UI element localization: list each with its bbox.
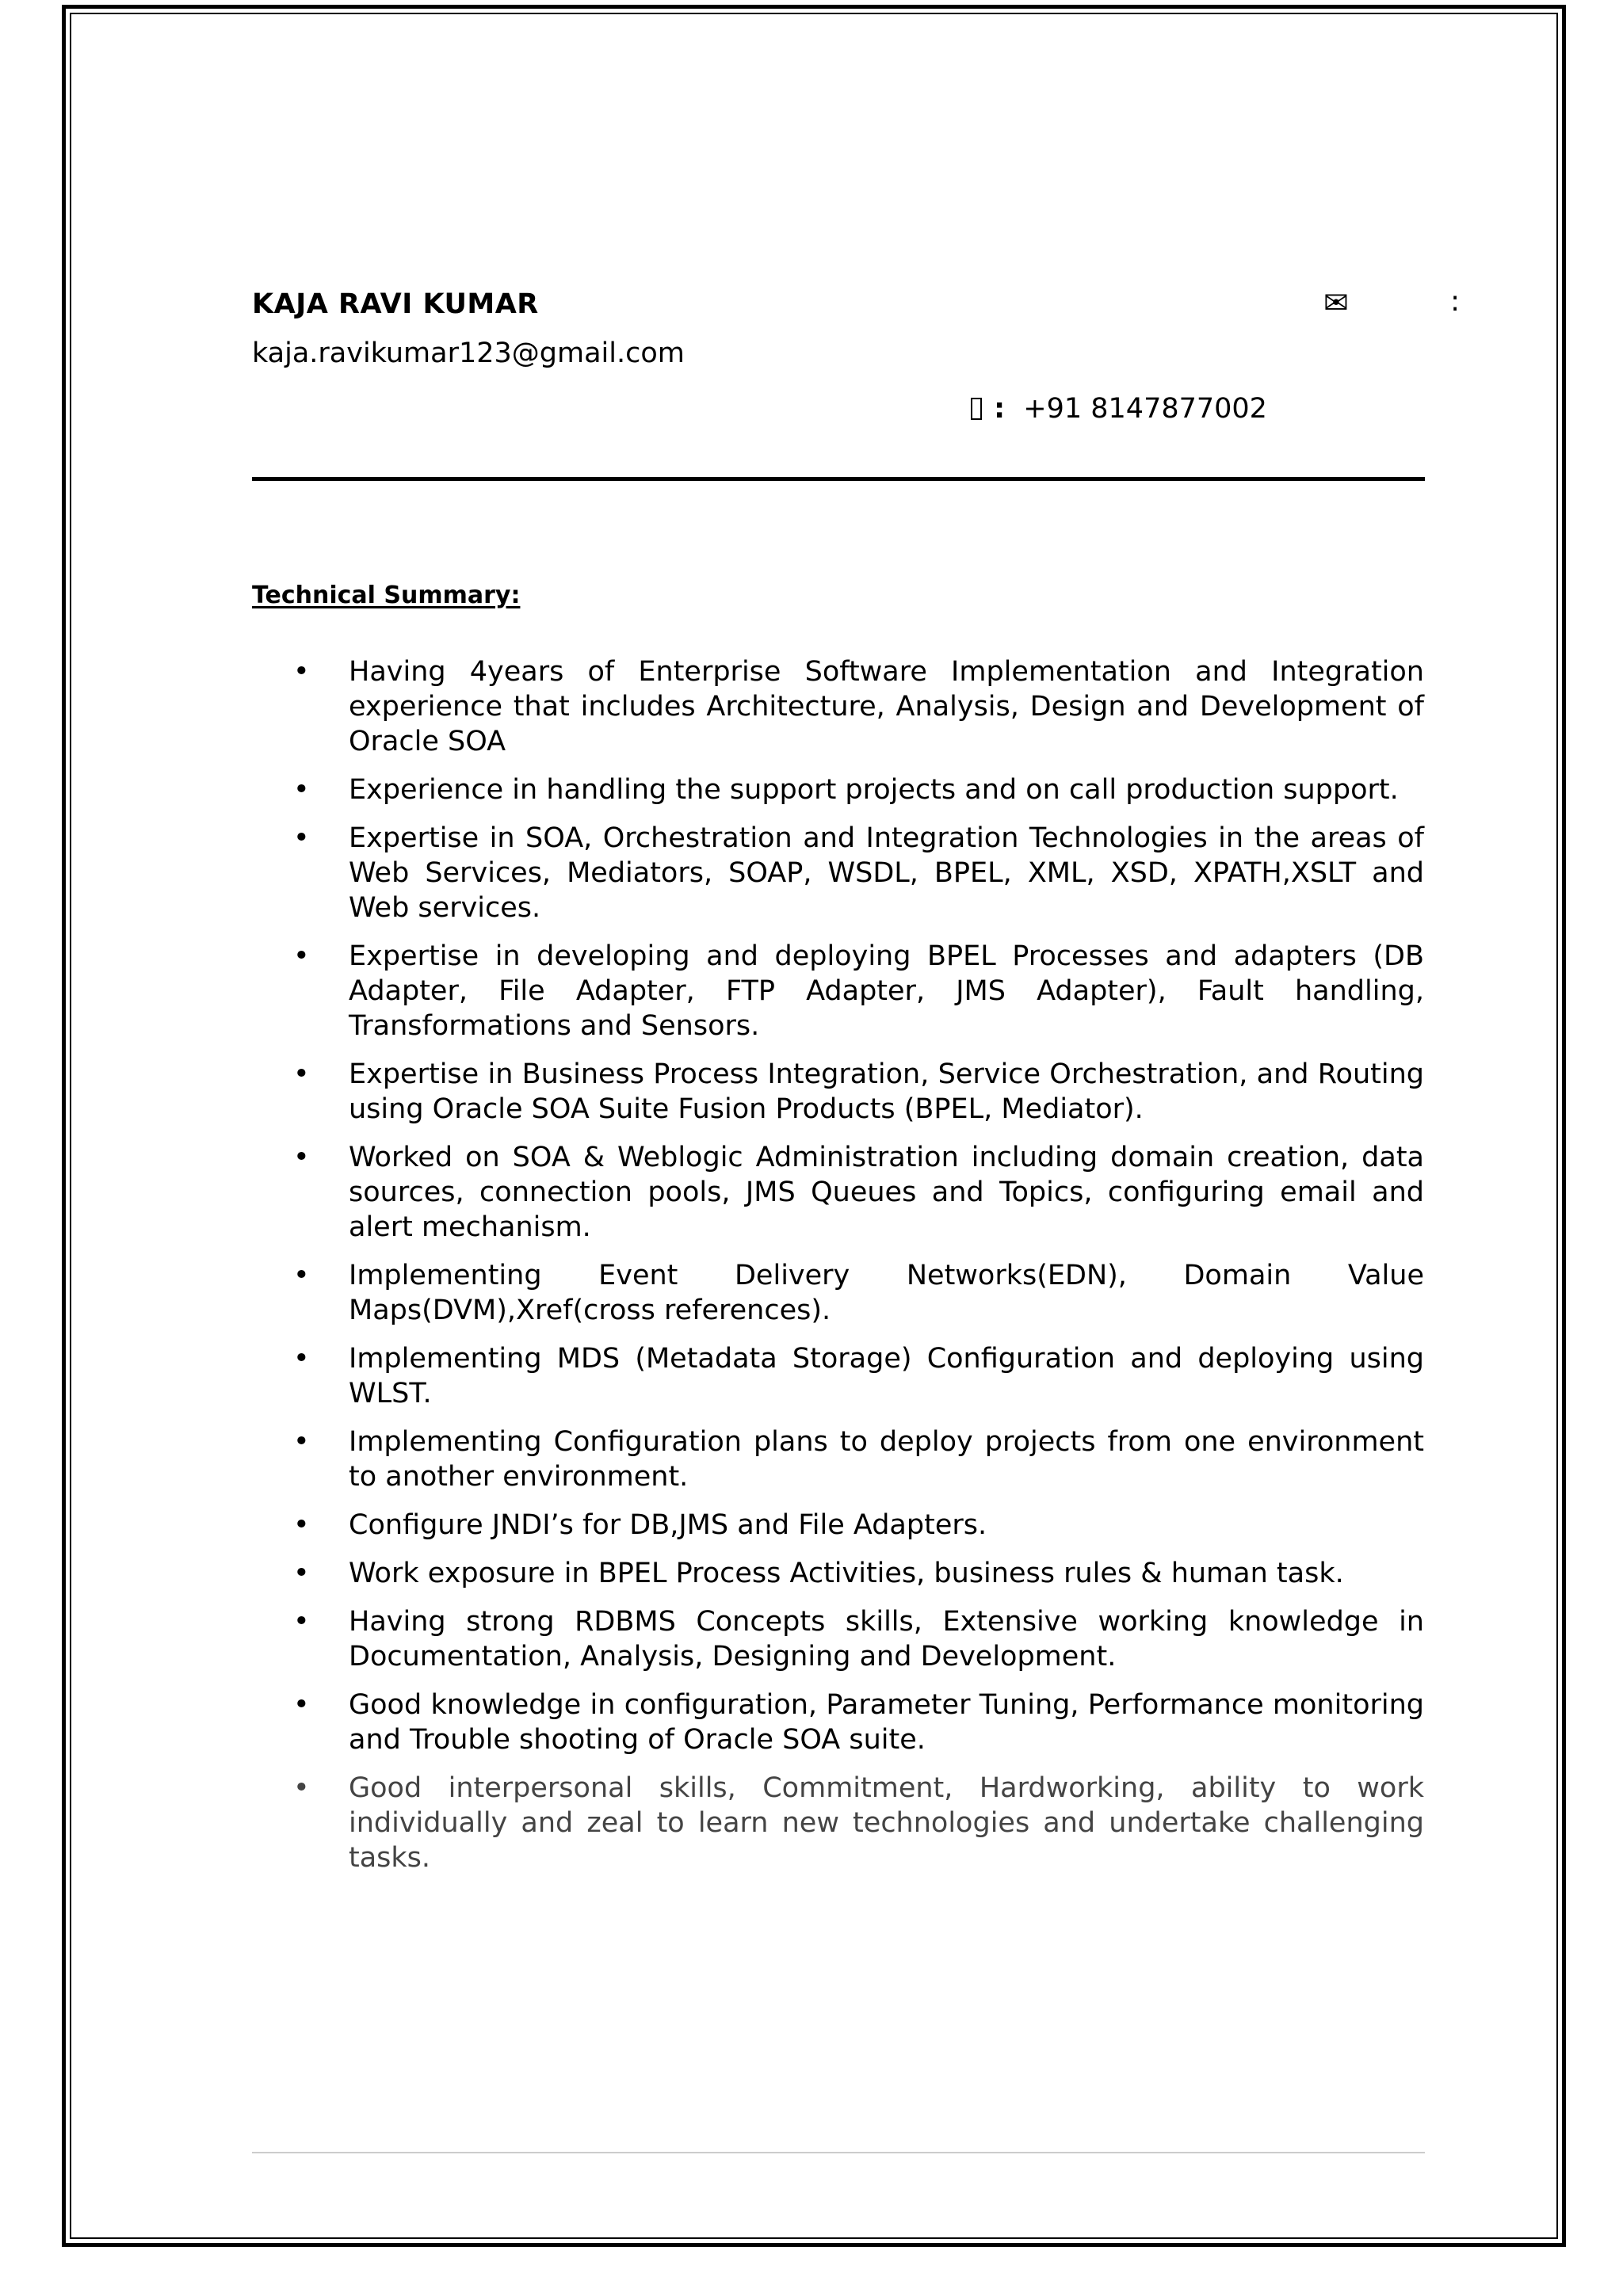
header-divider [252, 477, 1425, 481]
list-item: • Implementing Event Delivery Networks(EDN), Domain Value Maps(DVM),Xref(cross references). [293, 1258, 1424, 1328]
list-item: • Configure JNDI’s for DB,JMS and File Adapters. [293, 1508, 1424, 1543]
phone-line [971, 393, 1267, 425]
list-item: • Work exposure in BPEL Process Activities, business rules & human task. [293, 1556, 1424, 1591]
phone-icon [971, 398, 982, 420]
candidate-name: KAJA RAVI KUMAR [252, 288, 539, 320]
list-item: • Worked on SOA & Weblogic Administration including domain creation, data sources, connection pools, JMS Queues and Topics, configuring email and alert mechanism. [293, 1140, 1424, 1245]
list-item: • Good interpersonal skills, Commitment, Hardworking, ability to work individually and zeal to learn new technologies and undertake challenging tasks. [293, 1771, 1424, 1875]
list-item: • Expertise in developing and deploying BPEL Processes and adapters (DB Adapter, File Adapter, FTP Adapter, JMS Adapter), Fault handling, Transformations and Sensors. [293, 939, 1424, 1043]
footer-divider [252, 2152, 1425, 2153]
list-item: • Having strong RDBMS Concepts skills, Extensive working knowledge in Documentation, Analysis, Designing and Development. [293, 1604, 1424, 1674]
list-item: • Good knowledge in configuration, Parameter Tuning, Performance monitoring and Trouble shooting of Oracle SOA suite. [293, 1688, 1424, 1757]
list-item: • Implementing MDS (Metadata Storage) Configuration and deploying using WLST. [293, 1341, 1424, 1411]
email-address: kaja.ravikumar123@gmail.com [252, 338, 685, 369]
phone-colon: : [994, 393, 1006, 425]
technical-summary-list [293, 654, 1424, 1889]
list-item: • Having 4years of Enterprise Software Implementation and Integration experience that includes Architecture, Analysis, Design and Development of Oracle SOA [293, 654, 1424, 759]
list-item: • Expertise in SOA, Orchestration and Integration Technologies in the areas of Web Services, Mediators, SOAP, WSDL, BPEL, XML, XSD, XPATH,XSLT and Web services. [293, 821, 1424, 925]
list-item: • Expertise in Business Process Integration, Service Orchestration, and Routing using Oracle SOA Suite Fusion Products (BPEL, Mediator). [293, 1057, 1424, 1127]
mail-icon: ✉ [1323, 285, 1349, 320]
phone-number: +91 8147877002 [1023, 393, 1267, 425]
technical-summary-title: Technical Summary: [252, 582, 521, 609]
mail-colon: : [1450, 285, 1461, 318]
list-item: • Implementing Configuration plans to deploy projects from one environment to another environment. [293, 1425, 1424, 1494]
list-item: • Experience in handling the support projects and on call production support. [293, 772, 1424, 807]
